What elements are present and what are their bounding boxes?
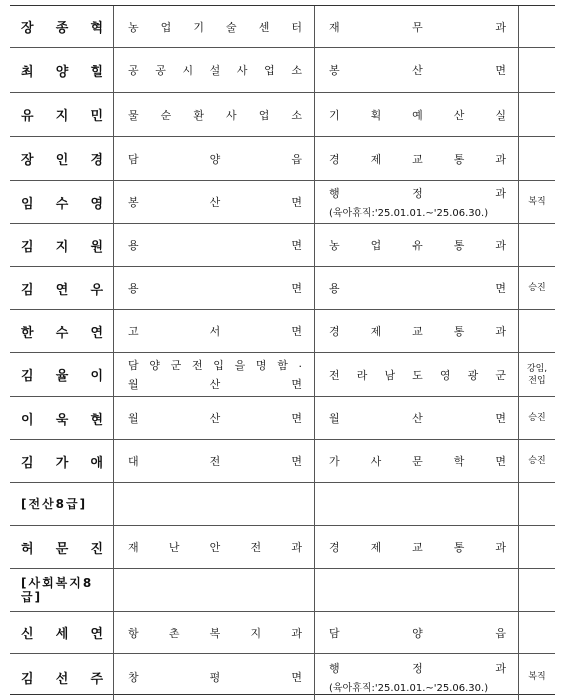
personnel-table bbox=[10, 5, 555, 695]
employee-name: 김 선 주 bbox=[10, 654, 114, 700]
table-row bbox=[10, 224, 555, 267]
employee-name: 신 세 연 bbox=[10, 612, 114, 653]
to-dept-cell: 행 정 과 (육아휴직:'25.01.01.~'25.06.30.) bbox=[315, 654, 519, 700]
employee-name: 김 연 우 bbox=[10, 267, 114, 309]
employee-name: 김 가 애 bbox=[10, 440, 114, 482]
to-dept-cell: 월 산 면 bbox=[315, 397, 519, 439]
table-row bbox=[10, 48, 555, 93]
from-dept-cell: 대 전 면 bbox=[114, 440, 315, 482]
to-dept-cell: 농 업 유 통 과 bbox=[315, 224, 519, 266]
note-cell bbox=[519, 137, 555, 180]
to-dept-cell bbox=[315, 569, 519, 611]
note-cell bbox=[519, 483, 555, 525]
to-dept-cell bbox=[315, 483, 519, 525]
employee-name: 한 수 연 bbox=[10, 310, 114, 352]
from-dept-cell: 항 촌 복 지 과 bbox=[114, 612, 315, 653]
note-cell: 복직 bbox=[528, 672, 546, 682]
from-dept-cell: 창 평 면 bbox=[114, 654, 315, 700]
from-dept-cell: 용 면 bbox=[114, 224, 315, 266]
table-row bbox=[10, 440, 555, 483]
employee-name: 최 양 힐 bbox=[10, 48, 114, 92]
employee-name: 장 인 경 bbox=[10, 137, 114, 180]
table-row bbox=[10, 353, 555, 397]
note-cell bbox=[519, 48, 555, 92]
note-cell bbox=[519, 612, 555, 653]
note-cell: 승진 bbox=[528, 413, 546, 423]
section-row bbox=[10, 483, 555, 526]
to-dept-cell: 봉 산 면 bbox=[315, 48, 519, 92]
section-label: [전산8급] bbox=[10, 483, 114, 525]
note-cell bbox=[519, 526, 555, 568]
from-dept-cell: 재 난 안 전 과 bbox=[114, 526, 315, 568]
from-dept-cell bbox=[114, 483, 315, 525]
employee-name: 김 지 원 bbox=[10, 224, 114, 266]
from-dept-cell: 월 산 면 bbox=[114, 397, 315, 439]
employee-name: 유 지 민 bbox=[10, 93, 114, 136]
from-dept-cell bbox=[114, 569, 315, 611]
table-row bbox=[10, 310, 555, 353]
table-row bbox=[10, 6, 555, 48]
to-dept-cell: 경 제 교 통 과 bbox=[315, 310, 519, 352]
employee-name: 김 율 이 bbox=[10, 353, 114, 396]
to-dept-cell: 재 무 과 bbox=[315, 6, 519, 47]
section-label: [사회복지8급] bbox=[10, 569, 114, 611]
from-dept-cell: 공 공 시 설 사 업 소 bbox=[114, 48, 315, 92]
table-row bbox=[10, 526, 555, 569]
note-cell: 승진 bbox=[528, 283, 546, 293]
from-dept-cell: 봉 산 면 bbox=[114, 181, 315, 223]
note-cell bbox=[519, 569, 555, 611]
employee-name: 이 욱 현 bbox=[10, 397, 114, 439]
table-row bbox=[10, 654, 555, 700]
to-dept-cell: 가 사 문 학 면 bbox=[315, 440, 519, 482]
to-dept-cell: 전 라 남 도 영 광 군 bbox=[315, 353, 519, 396]
to-dept-cell: 경 제 교 통 과 bbox=[315, 137, 519, 180]
note-cell bbox=[519, 224, 555, 266]
from-dept-cell: 물 순 환 사 업 소 bbox=[114, 93, 315, 136]
from-dept-cell: 고 서 면 bbox=[114, 310, 315, 352]
employee-name: 장 종 혁 bbox=[10, 6, 114, 47]
note-cell bbox=[519, 310, 555, 352]
note-cell bbox=[519, 93, 555, 136]
to-dept-cell: 경 제 교 통 과 bbox=[315, 526, 519, 568]
note-cell: 승진 bbox=[528, 456, 546, 466]
note-cell: 강임, 전입 bbox=[526, 363, 548, 386]
employee-name: 허 문 진 bbox=[10, 526, 114, 568]
table-row bbox=[10, 93, 555, 137]
to-dept-cell: 담 양 읍 bbox=[315, 612, 519, 653]
table-row bbox=[10, 181, 555, 224]
to-dept-cell: 행 정 과 (육아휴직:'25.01.01.~'25.06.30.) bbox=[315, 181, 519, 223]
table-row bbox=[10, 137, 555, 181]
from-dept-cell: 담 양 읍 bbox=[114, 137, 315, 180]
table-row bbox=[10, 267, 555, 310]
from-dept-cell: 용 면 bbox=[114, 267, 315, 309]
from-dept-cell: 농 업 기 술 센 터 bbox=[114, 6, 315, 47]
note-cell: 복직 bbox=[528, 197, 546, 207]
from-dept-cell: 담 양 군 전 입 을 명 함 . 월 산 면 bbox=[114, 353, 315, 396]
to-dept-cell: 기 획 예 산 실 bbox=[315, 93, 519, 136]
employee-name: 임 수 영 bbox=[10, 181, 114, 223]
table-row bbox=[10, 397, 555, 440]
note-cell bbox=[519, 6, 555, 47]
section-row bbox=[10, 569, 555, 612]
table-row bbox=[10, 612, 555, 654]
to-dept-cell: 용 면 bbox=[315, 267, 519, 309]
